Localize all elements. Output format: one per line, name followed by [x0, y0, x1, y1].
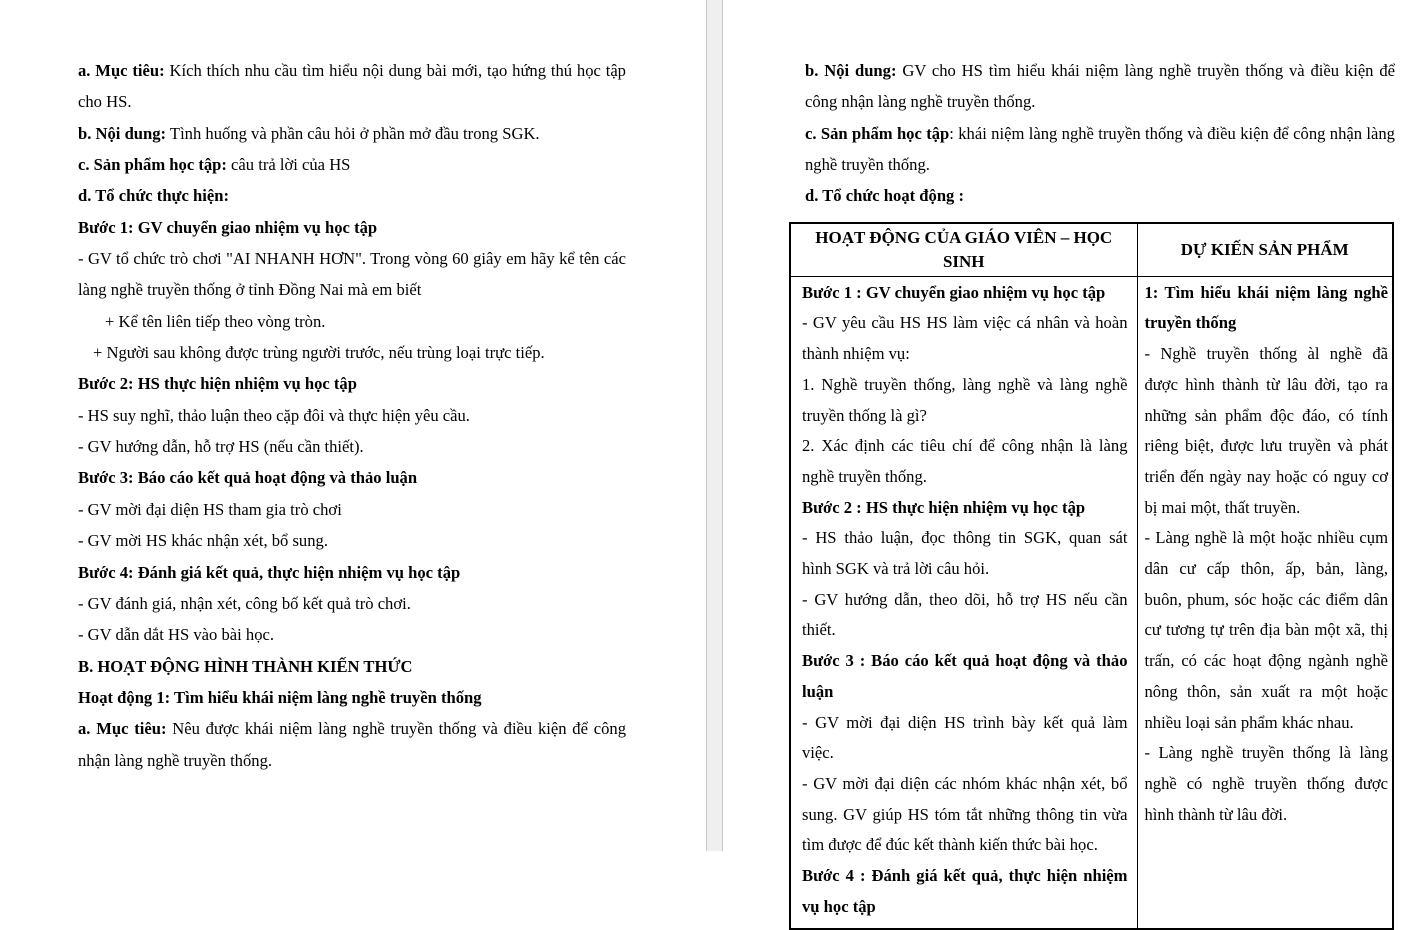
paragraph: d. Tổ chức thực hiện:	[78, 186, 229, 206]
paragraph: - GV mời đại diện các nhóm khác nhận xét, bổ sung. GV giúp HS tóm tắt những thông tin vừa tìm được để đúc kết thành kiến thức bài học.	[802, 773, 1128, 855]
paragraph: - Nghề truyền thống àl nghề đã được hình thành từ lâu đời, tạo ra những sản phẩm độc đáo, có tính riêng biệt, được lưu truyền và phát triển đến ngày nay hoặc có nguy cơ bị mai một, thất truyền.	[1144, 344, 1388, 517]
header-cell-expected-products: DỰ KIẾN SẢN PHẨM	[1137, 223, 1393, 277]
paragraph: 1. Nghề truyền thống, làng nghề và làng nghề truyền thống là gì?	[802, 374, 1128, 425]
paragraph: Bước 2: HS thực hiện nhiệm vụ học tập	[78, 374, 357, 394]
paragraph: Bước 3 : Báo cáo kết quả hoạt động và thảo luận	[802, 651, 1128, 701]
paragraph: - GV tổ chức trò chơi "AI NHANH HƠN". Trong vòng 60 giây em hãy kể tên các làng nghề truyền thống ở tỉnh Đồng Nai mà em biết	[78, 249, 626, 300]
paragraph: - GV mời đại diện HS trình bày kết quả làm việc.	[802, 712, 1128, 763]
paragraph: - GV mời đại diện HS tham gia trò chơi	[78, 499, 342, 519]
paragraph: - GV mời HS khác nhận xét, bổ sung.	[78, 531, 328, 551]
paragraph: Bước 1: GV chuyển giao nhiệm vụ học tập	[78, 217, 378, 237]
paragraph: a. Mục tiêu: Nêu được khái niệm làng nghề truyền thống và điều kiện để công nhận làng nghề truyền thống.	[78, 719, 626, 770]
paragraph: Bước 3: Báo cáo kết quả hoạt động và thảo luận	[78, 468, 418, 488]
paragraph: b. Nội dung: GV cho HS tìm hiểu khái niệm làng nghề truyền thống và điều kiện để công nhận làng nghề truyền thống.	[805, 61, 1395, 112]
paragraph: a. Mục tiêu: Kích thích nhu cầu tìm hiểu nội dung bài mới, tạo hứng thú học tập cho HS.	[78, 61, 626, 112]
paragraph: 2. Xác định các tiêu chí để công nhận là làng nghề truyền thống.	[802, 436, 1128, 486]
paragraph: c. Sản phẩm học tập: câu trả lời của HS	[78, 155, 351, 175]
paragraph: - HS thảo luận, đọc thông tin SGK, quan sát hình SGK và trả lời câu hỏi.	[802, 528, 1128, 579]
paragraph: Hoạt động 1: Tìm hiểu khái niệm làng nghề truyền thống	[78, 687, 482, 707]
paragraph: b. Nội dung: Tình huống và phần câu hỏi ở phần mở đầu trong SGK.	[78, 123, 540, 143]
paragraph: 1: Tìm hiểu khái niệm làng nghề truyền thống	[1144, 282, 1388, 333]
paragraph: + Kể tên liên tiếp theo vòng tròn.	[105, 311, 326, 331]
cell-teacher-student-activities	[790, 276, 1137, 929]
paragraph: d. Tổ chức hoạt động :	[805, 186, 965, 206]
paragraph: + Người sau không được trùng người trước, nếu trùng loại trực tiếp.	[93, 343, 545, 363]
paragraph: Bước 1 : GV chuyển giao nhiệm vụ học tập	[802, 282, 1106, 302]
table-header-row	[790, 223, 1393, 277]
right-page-intro	[723, 55, 1427, 212]
paragraph: Bước 4 : Đánh giá kết quả, thực hiện nhiệm vụ học tập	[802, 866, 1128, 916]
paragraph: - Làng nghề là một hoặc nhiều cụm dân cư cấp thôn, ấp, bản, làng, buôn, phum, sóc hoặc các điểm dân cư tương tự trên địa bàn một xã, thị trấn, có các hoạt động ngành nghề nông thôn, sản xuất ra một hoặc nhiều loại sản phẩm khác nhau.	[1144, 528, 1388, 732]
paragraph: - GV yêu cầu HS HS làm việc cá nhân và hoàn thành nhiệm vụ:	[802, 313, 1128, 364]
paragraph: B. HOẠT ĐỘNG HÌNH THÀNH KIẾN THỨC	[78, 656, 413, 676]
activity-table	[789, 222, 1394, 930]
header-cell-teacher-student-activity: HOẠT ĐỘNG CỦA GIÁO VIÊN – HỌC SINH	[790, 223, 1137, 277]
paragraph: Bước 4: Đánh giá kết quả, thực hiện nhiệm vụ học tập	[78, 562, 461, 582]
paragraph: - HS suy nghĩ, thảo luận theo cặp đôi và thực hiện yêu cầu.	[78, 405, 470, 425]
paragraph: - Làng nghề truyền thống là làng nghề có nghề truyền thống được hình thành từ lâu đời.	[1144, 743, 1388, 824]
paragraph: - GV đánh giá, nhận xét, công bố kết quả trò chơi.	[78, 593, 411, 613]
paragraph: c. Sản phẩm học tập: khái niệm làng nghề truyền thống và điều kiện để công nhận làng nghề truyền thống.	[805, 123, 1395, 175]
document-page-right	[723, 0, 1427, 916]
paragraph: - GV hướng dẫn, hỗ trợ HS (nếu cần thiết).	[78, 437, 364, 457]
paragraph: - GV hướng dẫn, theo dõi, hỗ trợ HS nếu cần thiết.	[802, 589, 1128, 640]
paragraph: - GV dẫn dắt HS vào bài học.	[78, 625, 275, 645]
cell-expected-products	[1137, 276, 1393, 929]
document-page-left	[0, 0, 706, 851]
table-body-row	[790, 276, 1393, 929]
paragraph: Bước 2 : HS thực hiện nhiệm vụ học tập	[802, 497, 1086, 517]
page-gap	[706, 0, 723, 851]
